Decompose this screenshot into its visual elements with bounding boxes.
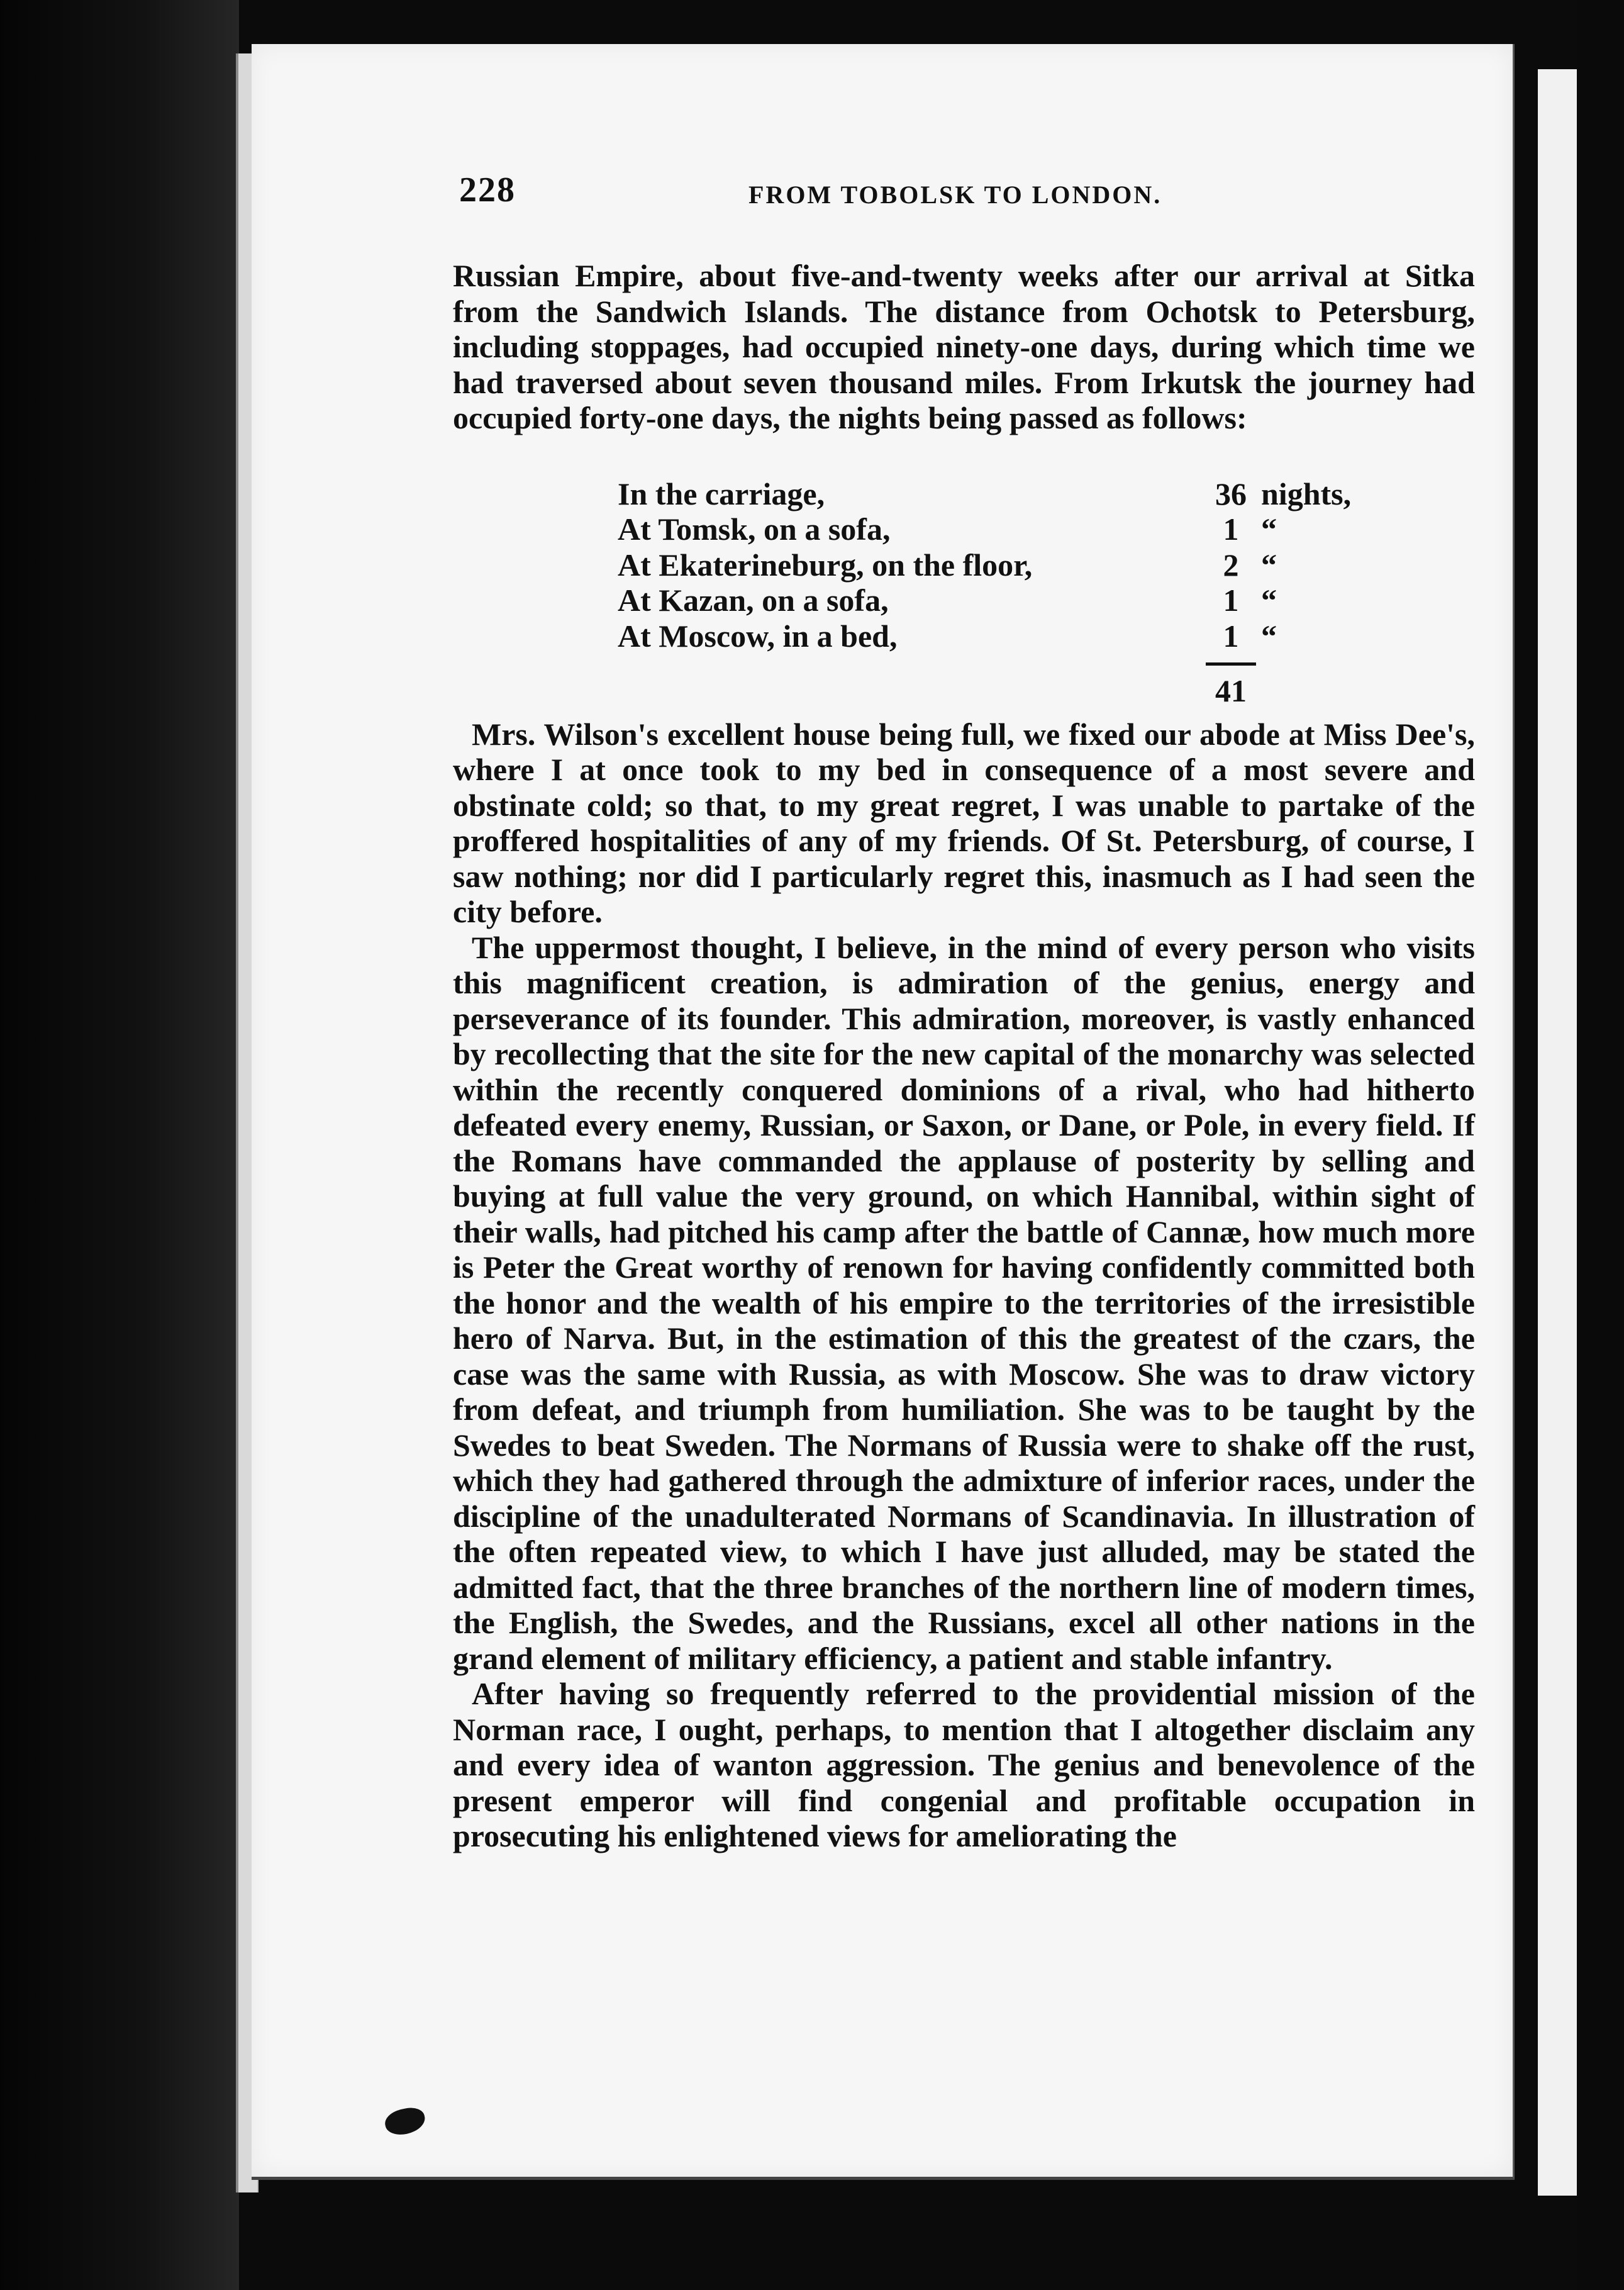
table-row (618, 511, 1404, 547)
row-place: At Ekaterineburg, on the floor, (618, 547, 1033, 583)
page-number: 228 (459, 170, 516, 209)
row-count: 1 (1223, 583, 1239, 618)
row-place: At Kazan, on a sofa, (618, 583, 889, 618)
facing-page-edge (1538, 69, 1577, 2196)
scan-background-right (1577, 0, 1624, 2290)
table-row (618, 547, 1404, 583)
table-row (618, 618, 1404, 654)
row-place: At Tomsk, on a sofa, (618, 511, 891, 547)
paragraph-2: Mrs. Wilson's excellent house being full, we fixed our abode at Miss Dee's, where I at once took to my bed in consequence of a most severe and obstinate cold; so that, to my great regret, I was unable to partake of the proffered hospitalities of any of my friends. Of St. Petersburg, of course, I saw nothing; nor did I particularly regret this, inasmuch as I had seen the city before. (453, 716, 1475, 929)
row-count: 1 (1223, 511, 1239, 547)
row-place: In the carriage, (618, 476, 825, 511)
row-place: At Moscow, in a bed, (618, 618, 898, 654)
row-unit: “ (1261, 583, 1277, 618)
row-unit: “ (1261, 511, 1277, 547)
running-title: FROM TOBOLSK TO LONDON. (748, 181, 1162, 209)
book-spine-shadow (0, 0, 239, 2290)
ink-blot-mark (383, 2105, 428, 2138)
row-count: 1 (1223, 618, 1239, 654)
row-unit: “ (1261, 547, 1277, 583)
sum-rule (1206, 662, 1256, 666)
row-unit: nights, (1261, 476, 1352, 511)
row-unit: “ (1261, 618, 1277, 654)
nights-table (618, 476, 1404, 709)
row-count: 36 (1215, 476, 1247, 511)
paragraph-1: Russian Empire, about five-and-twenty weeks after our arrival at Sitka from the Sandwich Islands. The distance from Ochotsk to Petersburg, including stoppages, had occupied ninety-one days, during which time we had traversed about seven thousand miles. From Irkutsk the journey had occupied forty-one days, the nights being passed as follows: (453, 258, 1475, 435)
table-row (618, 476, 1404, 512)
table-row (618, 583, 1404, 618)
paragraph-4: After having so frequently referred to the providential mission of the Norman race, I ought, perhaps, to mention that I altogether disclaim any and every idea of wanton aggression. The genius and benevolence of the present emperor will find congenial and profitable occupation in prosecuting his enlightened views for ameliorating the (453, 1676, 1475, 1853)
table-total: 41 (1215, 673, 1247, 708)
row-count: 2 (1223, 547, 1239, 583)
paragraph-3: The uppermost thought, I believe, in the mind of every person who visits this magnificent creation, is admiration of the genius, energy and perseverance of its founder. This admiration, moreover, is vastly enhanced by recollecting that the site for the new capital of the monarchy was selected within the recently conquered dominions of a rival, who had hitherto defeated every enemy, Russian, or Saxon, or Dane, or Pole, in every field. If the Romans have commanded the applause of posterity by selling and buying at full value the very ground, on which Hannibal, within sight of their walls, had pitched his camp after the battle of Cannæ, how much more is Peter the Great worthy of renown for having confidently committed both the honor and the wealth of his empire to the territories of the irresistible hero of Narva. But, in the estimation of this the greatest of the czars, the case was the same with Russia, as with Moscow. She was to draw victory from defeat, and triumph from humiliation. She was to be taught by the Swedes to beat Sweden. The Normans of Russia were to shake off the rust, which they had gathered through the admixture of inferior races, under the discipline of the unadulterated Normans of Scandinavia. In illustration of the often repeated view, to which I have just alluded, may be stated the admitted fact, that the three branches of the northern line of modern times, the English, the Swedes, and the Russians, excel all other nations in the grand element of military efficiency, a patient and stable infantry. (453, 929, 1475, 1676)
page-body (453, 258, 1475, 1854)
book-page (252, 44, 1515, 2180)
